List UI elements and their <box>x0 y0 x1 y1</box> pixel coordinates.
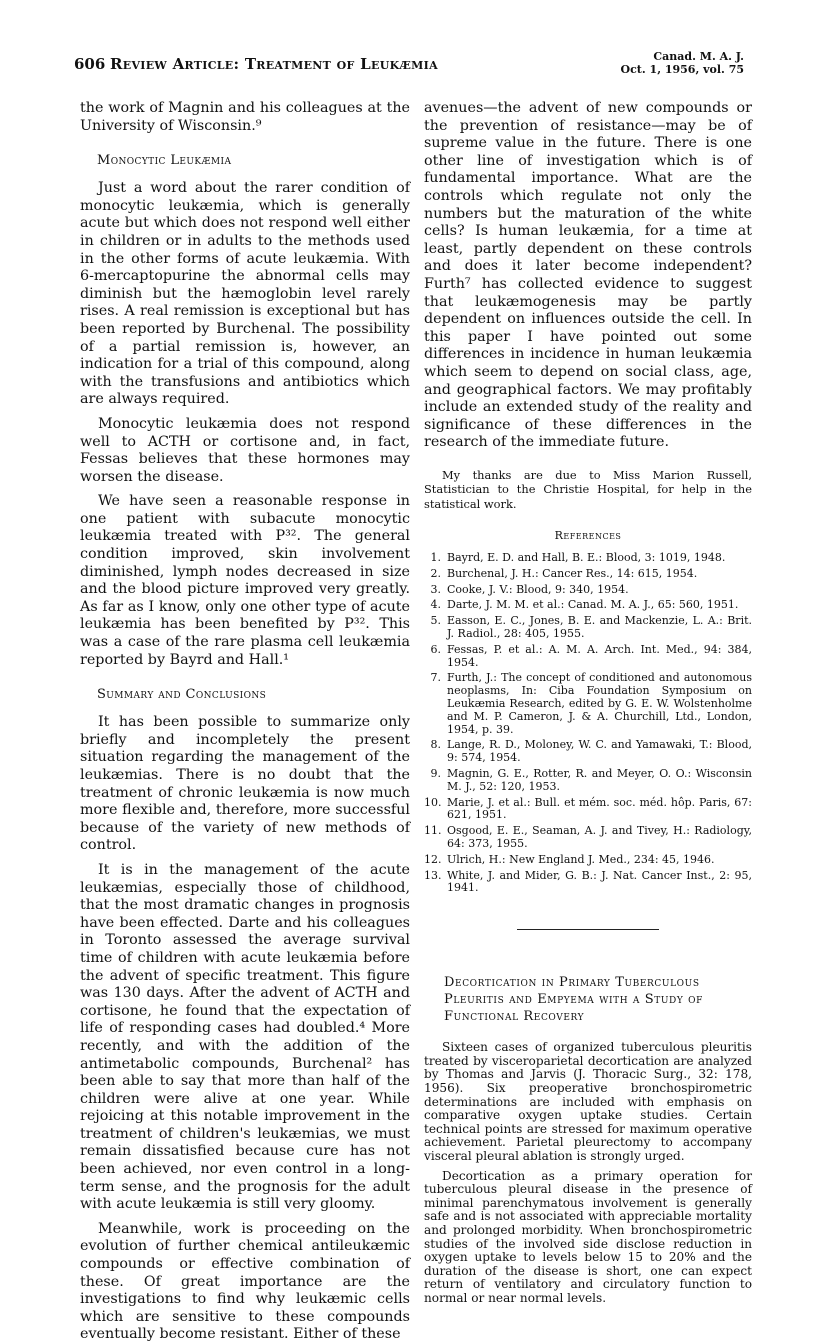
reference-number: 12. <box>424 852 442 866</box>
reference-item <box>424 672 752 736</box>
reference-item <box>424 552 752 565</box>
reference-text: Osgood, E. E., Seaman, A. J. and Tivey, H.: Radiology, 64: 373, 1955. <box>447 824 752 851</box>
reference-item <box>424 854 752 867</box>
reference-item <box>424 644 752 670</box>
reference-text: Lange, R. D., Moloney, W. C. and Yamawaki, T.: Blood, 9: 574, 1954. <box>447 738 752 765</box>
journal-citation <box>621 50 744 76</box>
reference-number: 2. <box>430 566 441 580</box>
reference-item <box>424 568 752 581</box>
reference-text: Darte, J. M. M. et al.: Canad. M. A. J., 65: 560, 1951. <box>447 598 739 612</box>
references-heading: References <box>554 529 622 543</box>
paragraph: It is in the management of the acute leukæmias, especially those of childhood, that the most dramatic changes in prognosis have been effected. Darte and his colleagues in Toronto assessed the average survival time of children with acute leukæmia before the advent of specific treatment. This figure was 130 days. After the advent of ACTH and cortisone, he found that the expectation of life of responding cases had doubled.⁴ More recently, and with the addition of the antimetabolic compounds, Burchenal² has been able to say that more than half of the children were alive at one year. While rejoicing at this notable improvement in the treatment of children's leukæmias, we must remain dissatisfied because cure has not been achieved, nor even control in a long-term sense, and the prognosis for the adult with acute leukæmia is still very gloomy. <box>80 861 410 1213</box>
journal-name: Canad. M. A. J. <box>653 50 744 63</box>
reference-number: 3. <box>430 582 441 596</box>
reference-number: 13. <box>424 868 442 882</box>
reference-text: Ulrich, H.: New England J. Med., 234: 45, 1946. <box>447 852 715 866</box>
divider <box>517 929 659 930</box>
reference-text: Marie, J. et al.: Bull. et mém. soc. méd. hôp. Paris, 67: 621, 1951. <box>447 795 752 822</box>
reference-text: White, J. and Mider, G. B.: J. Nat. Cancer Inst., 2: 95, 1941. <box>447 868 752 895</box>
paragraph: It has been possible to summarize only briefly and incompletely the present situation regarding the management of the leukæmias. There is no doubt that the treatment of chronic leukæmia is now much more flexible and, therefore, more successful because of the variety of new methods of control. <box>80 714 410 854</box>
right-column <box>424 100 752 1306</box>
reference-item <box>424 599 752 612</box>
reference-item <box>424 825 752 851</box>
reference-text: Bayrd, E. D. and Hall, B. E.: Blood, 3: 1019, 1948. <box>447 551 726 565</box>
reference-item <box>424 584 752 597</box>
abstract-title: Decortication in Primary Tuberculous Pleuritis and Empyema with a Study of Functional Recovery <box>444 975 703 1025</box>
reference-item <box>424 615 752 641</box>
reference-text: Cooke, J. V.: Blood, 9: 340, 1954. <box>447 582 629 596</box>
reference-text: Easson, E. C., Jones, B. E. and Mackenzie, L. A.: Brit. J. Radiol., 28: 405, 1955. <box>447 614 752 641</box>
reference-number: 7. <box>430 671 441 685</box>
running-header <box>74 50 744 84</box>
reference-number: 8. <box>430 738 441 752</box>
section-heading-summary: Summary and Conclusions <box>97 687 267 703</box>
abstract-paragraph: Sixteen cases of organized tuberculous pleuritis treated by visceroparietal decortication are analyzed by Thomas and Jarvis (J. Thoracic Surg., 32: 178, 1956). Six preoperative bronchospirometric determinations are included with emphasis on comparative oxygen uptake studies. Certain technical points are stressed for maximum operative achievement. Parietal pleurectomy to accompany visceral pleural ablation is strongly urged. <box>424 1040 752 1163</box>
abstract-paragraph: Decortication as a primary operation for tuberculous pleural disease in the presence of minimal parenchymatous involvement is generally safe and is not associated with appreciable mortality and prolonged morbidity. When bronchospirometric studies of the involved side disclose reduction in oxygen uptake to levels below 15 to 20% and the duration of the disease is short, one can expect return of ventilatory and circulatory function to normal or near normal levels. <box>424 1168 752 1305</box>
left-column <box>80 100 410 1344</box>
page-number: 606 <box>74 55 106 73</box>
reference-number: 6. <box>430 642 441 656</box>
reference-item <box>424 870 752 896</box>
paragraph: We have seen a reasonable response in one patient with subacute monocytic leukæmia treated with P³². The general condition improved, skin involvement diminished, lymph nodes decreased in size and the blood picture improved very greatly. As far as I know, only one other type of acute leukæmia has been benefited by P³². This was a case of the rare plasma cell leukæmia reported by Bayrd and Hall.¹ <box>80 493 410 668</box>
reference-number: 11. <box>424 824 442 838</box>
reference-number: 1. <box>430 551 441 565</box>
reference-text: Burchenal, J. H.: Cancer Res., 14: 615, 1954. <box>447 566 698 580</box>
paragraph: Just a word about the rarer condition of monocytic leukæmia, which is generally acute but which does not respond well either in children or in adults to the methods used in the other forms of acute leukæmia. With 6-mercaptopurine the abnormal cells may diminish but the hæmoglobin level rarely rises. A real remission is exceptional but has been reported by Burchenal. The possibility of a partial remission is, however, an indication for a trial of this compound, along with the transfusions and antibiotics which are always required. <box>80 180 410 408</box>
reference-number: 10. <box>424 795 442 809</box>
reference-item <box>424 768 752 794</box>
continued-paragraph: avenues—the advent of new compounds or the prevention of resistance—may be of supreme value in the future. There is one other line of investigation which is of fundamental importance. What are the controls which regulate not only the numbers but the maturation of the white cells? Is human leukæmia, for a time at least, partly dependent on these controls and does it later become independent? Furth⁷ has collected evidence to suggest that leukæmogenesis may be partly dependent on influences outside the cell. In this paper I have pointed out some differences in incidence in human leukæmia which seem to depend on social class, age, and geographical factors. We may profitably include an extended study of the reality and significance of these differences in the research of the immediate future. <box>424 100 752 451</box>
section-heading-monocytic: Monocytic Leukæmia <box>97 153 232 169</box>
reference-number: 4. <box>430 598 441 612</box>
intro-paragraph: the work of Magnin and his colleagues at the University of Wisconsin.⁹ <box>80 100 410 134</box>
reference-list <box>424 552 752 895</box>
acknowledgement: My thanks are due to Miss Marion Russell, Statistician to the Christie Hospital, for help in the statistical work. <box>424 467 752 511</box>
reference-item <box>424 797 752 823</box>
reference-text: Magnin, G. E., Rotter, R. and Meyer, O. O.: Wisconsin M. J., 52: 120, 1953. <box>447 767 752 793</box>
reference-number: 5. <box>430 614 441 628</box>
reference-item <box>424 739 752 765</box>
reference-number: 9. <box>430 767 441 781</box>
paragraph: Meanwhile, work is proceeding on the evolution of further chemical antileukæmic compounds or effective combination of these. Of great importance are the investigations to find why leukæmic cells which are sensitive to these compounds eventually become resistant. Either of these <box>80 1220 410 1343</box>
reference-text: Furth, J.: The concept of conditioned and autonomous neoplasms, In: Ciba Foundation Symposium on Leukæmia Research, edited by G. E. W. Wolstenholme and M. P. Cameron, J. & A. Churchill, Ltd., London, 1954, p. 39. <box>447 671 752 736</box>
paragraph: Monocytic leukæmia does not respond well to ACTH or cortisone and, in fact, Fessas believes that these hormones may worsen the disease. <box>80 415 410 485</box>
journal-date: Oct. 1, 1956, vol. 75 <box>620 63 744 76</box>
reference-text: Fessas, P. et al.: A. M. A. Arch. Int. Med., 94: 384, 1954. <box>447 642 752 669</box>
running-title: Review Article: Treatment of Leukæmia <box>110 55 438 73</box>
